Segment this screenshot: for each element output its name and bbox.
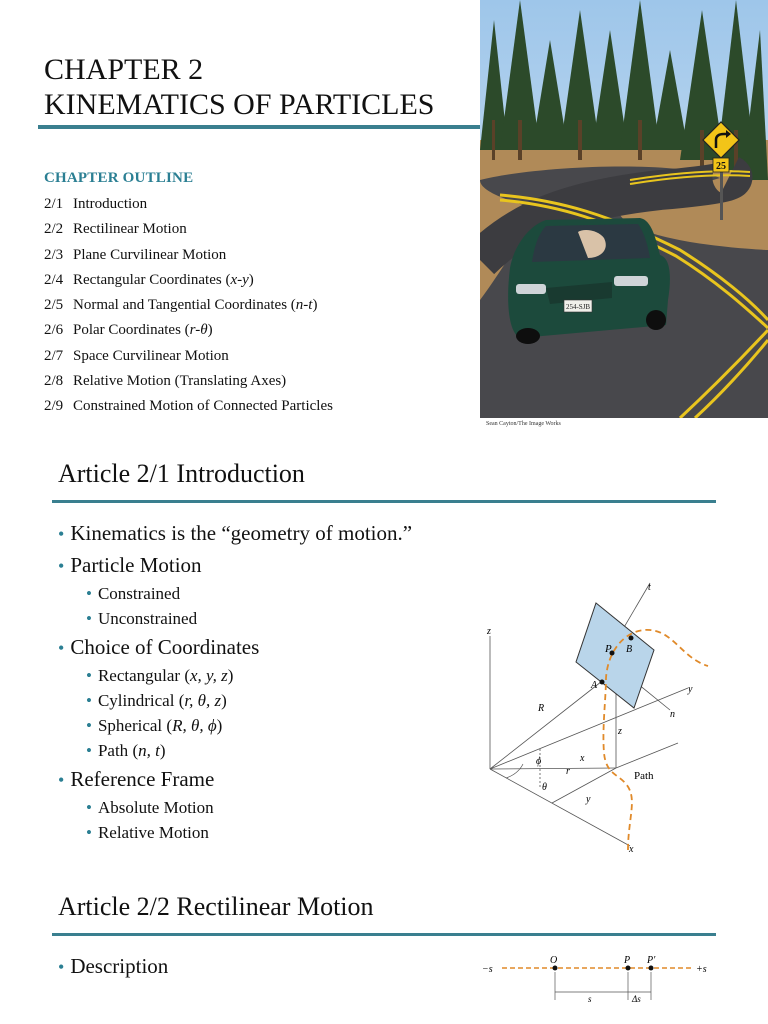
article-2-1-title: Article 2/1 Introduction [58, 459, 305, 488]
fig-label: y [586, 794, 591, 805]
bullet-dot: • [86, 584, 92, 603]
outline-item: 2/4 Rectangular Coordinates (x-y) [44, 271, 254, 288]
r-line [490, 768, 616, 769]
chapter-number: CHAPTER 2 [44, 53, 204, 86]
bullet-dot: • [58, 638, 65, 658]
fig-label: A [591, 680, 598, 691]
bullet-dot: • [86, 741, 92, 760]
outline-item: 2/6 Polar Coordinates (r-θ) [44, 322, 213, 339]
bullet-dot: • [58, 957, 65, 977]
chapter-outline [44, 193, 333, 421]
fig-label: O [550, 955, 558, 966]
sub-bullet-item: • Relative Motion [86, 823, 209, 842]
fig-label: −s [482, 964, 493, 975]
outline-item: 2/7 Space Curvilinear Motion [44, 347, 229, 364]
bullet-dot: • [86, 798, 92, 817]
article-2-2-title: Article 2/2 Rectilinear Motion [58, 892, 374, 921]
chapter-title [44, 52, 434, 122]
sub-bullet-item: • Absolute Motion [86, 798, 214, 817]
bullet-dot: • [58, 556, 65, 576]
fig-label: z [618, 726, 622, 737]
fig-label: +s [696, 964, 707, 975]
fig-label: t [648, 582, 651, 593]
outline-item: 2/5 Normal and Tangential Coordinates (n-t) [44, 297, 318, 314]
fig-label: x [629, 844, 634, 855]
bullet-item: • Description [58, 954, 169, 978]
bullet-item: • Choice of Coordinates [58, 635, 260, 659]
bullet-dot: • [86, 691, 92, 710]
bullet-dot: • [86, 823, 92, 842]
bullet-item: • Reference Frame [58, 767, 215, 791]
sub-bullet-item: • Constrained [86, 584, 181, 603]
outline-heading: CHAPTER OUTLINE [44, 170, 194, 186]
fig-label: z [487, 626, 491, 637]
chapter-title-rule [38, 125, 480, 129]
chapter-name: KINEMATICS OF PARTICLES [44, 88, 435, 121]
fig-label: P [624, 955, 631, 966]
sub-bullet-item: • Rectangular (x, y, z) [86, 666, 234, 685]
outline-item: 2/8 Relative Motion (Translating Axes) [44, 373, 287, 390]
bullet-dot: • [58, 770, 65, 790]
article-2-2-rule [52, 933, 716, 936]
fig-label: n [670, 709, 675, 720]
photo-credit: Sean Cayton/The Image Works [486, 421, 561, 427]
x-axis [490, 769, 630, 846]
sub-bullet-item: • Cylindrical (r, θ, z) [86, 691, 227, 710]
outline-item: 2/3 Plane Curvilinear Motion [44, 246, 227, 263]
bullet-item: • Kinematics is the “geometry of motion.” [58, 521, 413, 545]
article-2-2-bullets [58, 950, 168, 982]
fig-label: R [538, 703, 545, 714]
fig-label: s [588, 994, 592, 1004]
speed-sign-text: 25 [716, 161, 726, 172]
fig-label: Δs [632, 994, 641, 1004]
chapter-photo [480, 0, 768, 418]
article-2-1-rule [52, 500, 716, 503]
fig-label: y [688, 684, 693, 695]
fig-label: ϕ [536, 756, 542, 767]
rectilinear-motion-diagram [478, 948, 718, 1008]
sub-bullet-item: • Unconstrained [86, 609, 198, 628]
outline-item: 2/9 Constrained Motion of Connected Particles [44, 398, 333, 415]
bullet-item: • Particle Motion [58, 553, 202, 577]
fig-label: θ [542, 782, 547, 793]
outline-item: 2/1 Introduction [44, 196, 148, 212]
fig-label: r [566, 766, 570, 777]
license-plate-text: 254-SJB [565, 303, 591, 311]
fig-label: P′ [647, 955, 656, 966]
bullet-dot: • [86, 716, 92, 735]
bullet-dot: • [86, 609, 92, 628]
bullet-dot: • [86, 666, 92, 685]
R-line [490, 678, 606, 769]
bullet-dot: • [58, 524, 65, 544]
fig-label: P [605, 643, 612, 655]
sub-bullet-item: • Path (n, t) [86, 741, 166, 760]
fig-label: B [626, 644, 633, 655]
fig-label: Path [634, 770, 654, 782]
sub-bullet-item: • Spherical (R, θ, ϕ) [86, 716, 223, 735]
car-road-illustration [480, 0, 768, 418]
article-2-1-bullets [58, 517, 412, 845]
outline-item: 2/2 Rectilinear Motion [44, 221, 187, 238]
coordinate-systems-diagram [478, 578, 728, 856]
car [508, 218, 670, 344]
fig-label: x [580, 753, 585, 764]
